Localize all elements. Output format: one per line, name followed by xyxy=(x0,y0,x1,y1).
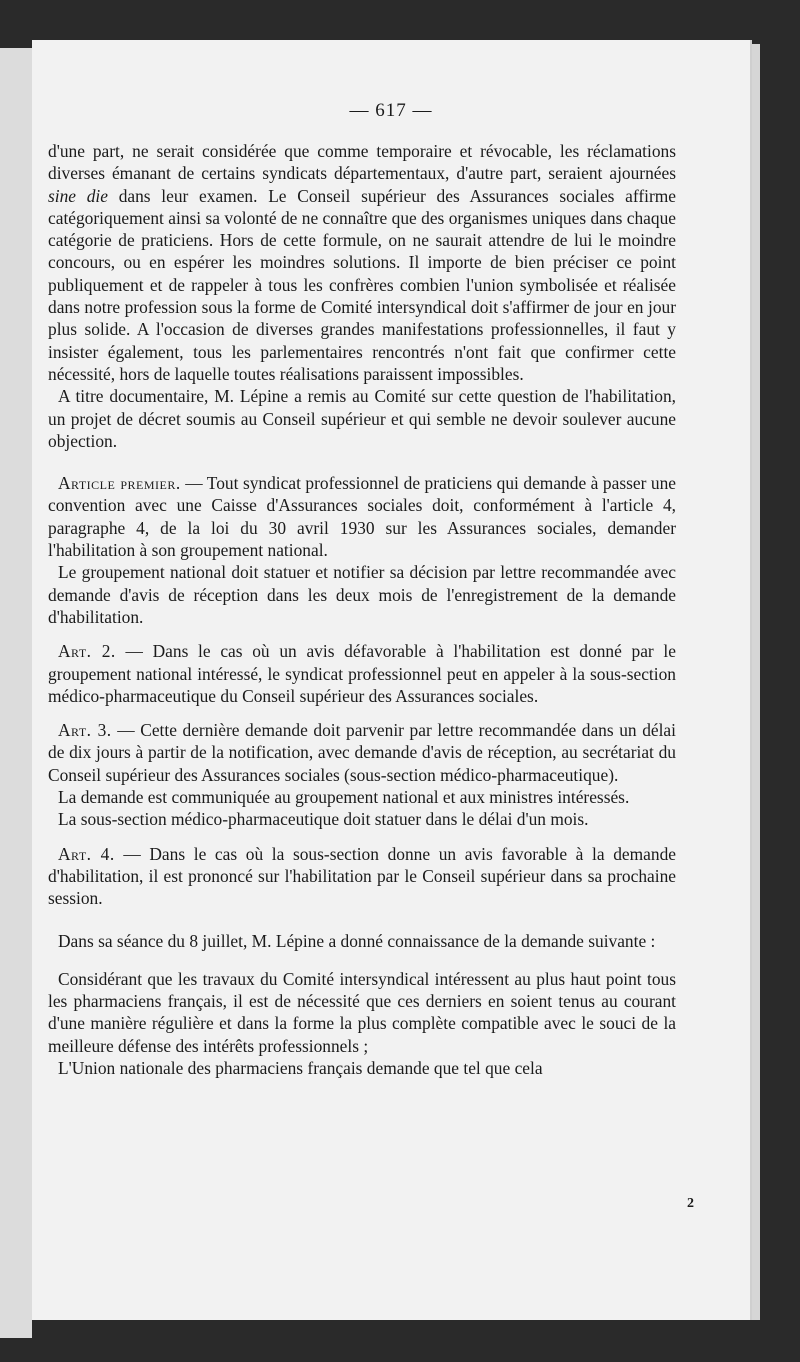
article-1-para-2: Le groupement national doit statuer et notifier sa décision par lettre recommandée avec demande d'avis de réception dans les deux mois de l'enregistrement de la demande d'habilitation. xyxy=(48,562,676,627)
article-3-label: Art. 3. xyxy=(58,720,112,741)
paragraph-2: A titre documentaire, M. Lépine a remis au Comité sur cette question de l'habilitation, un projet de décret soumis au Conseil supérieur et qui semble ne devoir soulever aucune objection. xyxy=(48,386,676,451)
paragraph-union: L'Union nationale des pharmaciens français demande que tel que cela xyxy=(58,1057,543,1078)
article-3: Art. 3. — Cette dernière demande doit parvenir par lettre recommandée dans un délai de dix jours à partir de la notification, avec demande d'avis de réception, au secrétariat du Conseil supérieur des Assurances sociales (sous-section médico-pharmaceutique). xyxy=(48,720,676,785)
page-edge xyxy=(750,44,760,1320)
page-number: — 617 — xyxy=(349,100,433,121)
article-3-para-3: La sous-section médico-pharmaceutique doit statuer dans le délai d'un mois. xyxy=(58,809,589,830)
article-2: Art. 2. — Dans le cas où un avis défavorable à l'habilitation est donné par le groupement national intéressé, le syndicat professionnel peut en appeler à la sous-section médico-pharmaceutique du Conseil supérieur des Assurances sociales. xyxy=(48,641,676,706)
book-page xyxy=(32,40,750,1320)
facing-page-edge xyxy=(0,48,32,1338)
paragraph-1: d'une part, ne serait considérée que comme temporaire et révocable, les réclamations diverses émanant de certains syndicats départementaux, d'autre part, seraient ajournées sine die dans leur examen. Le Conseil supérieur des Assurances sociales affirme catégoriquement ainsi sa volonté de ne connaître que des organismes uniques dans chaque catégorie de praticiens. Hors de cette formule, on ne saurait attendre de lui le moindre concours, ou en espérer les moindres solutions. Il importe de bien préciser ce point publiquement et de rappeler à tous les confrères combien l'union symbolisée et réalisée dans notre profession sous la forme de Comité intersyndical doit s'affirmer de jour en jour plus solide. A l'occasion de diverses grandes manifestations professionnelles, il faut y insister également, tous les parlementaires rencontrés n'ont fait que confirmer cette nécessité, hors de laquelle toutes réalisations paraissent impossibles. xyxy=(48,141,677,384)
paragraph-seance: Dans sa séance du 8 juillet, M. Lépine a donné connaissance de la demande suivante : xyxy=(58,930,656,951)
article-3-para-2: La demande est communiquée au groupement national et aux ministres intéressés. xyxy=(58,787,630,808)
page-body xyxy=(48,140,676,1079)
latin-phrase: sine die xyxy=(48,185,108,206)
article-1: Article premier. — Tout syndicat professionnel de praticiens qui demande à passer une convention avec une Caisse d'Assurances sociales doit, conformément à l'article 4, paragraphe 4, de la loi du 30 avril 1930 sur les Assurances sociales, demander l'habilitation à son groupement national. xyxy=(48,473,676,561)
paragraph-considerant: Considérant que les travaux du Comité intersyndical intéressent au plus haut point tous les pharmaciens français, il est de nécessité que ces derniers en soient tenus au courant d'une manière régulière et dans la forme la plus complète compatible avec le souci de la meilleure défense des intérêts professionnels ; xyxy=(48,968,676,1056)
article-2-label: Art. 2. xyxy=(58,641,116,662)
article-1-label: Article premier. xyxy=(58,473,181,494)
article-4: Art. 4. — Dans le cas où la sous-section donne un avis favorable à la demande d'habilitation, il est prononcé sur l'habilitation par le Conseil supérieur dans sa prochaine session. xyxy=(48,843,676,909)
article-4-label: Art. 4. xyxy=(58,843,115,864)
signature-mark: 2 xyxy=(687,1196,694,1211)
